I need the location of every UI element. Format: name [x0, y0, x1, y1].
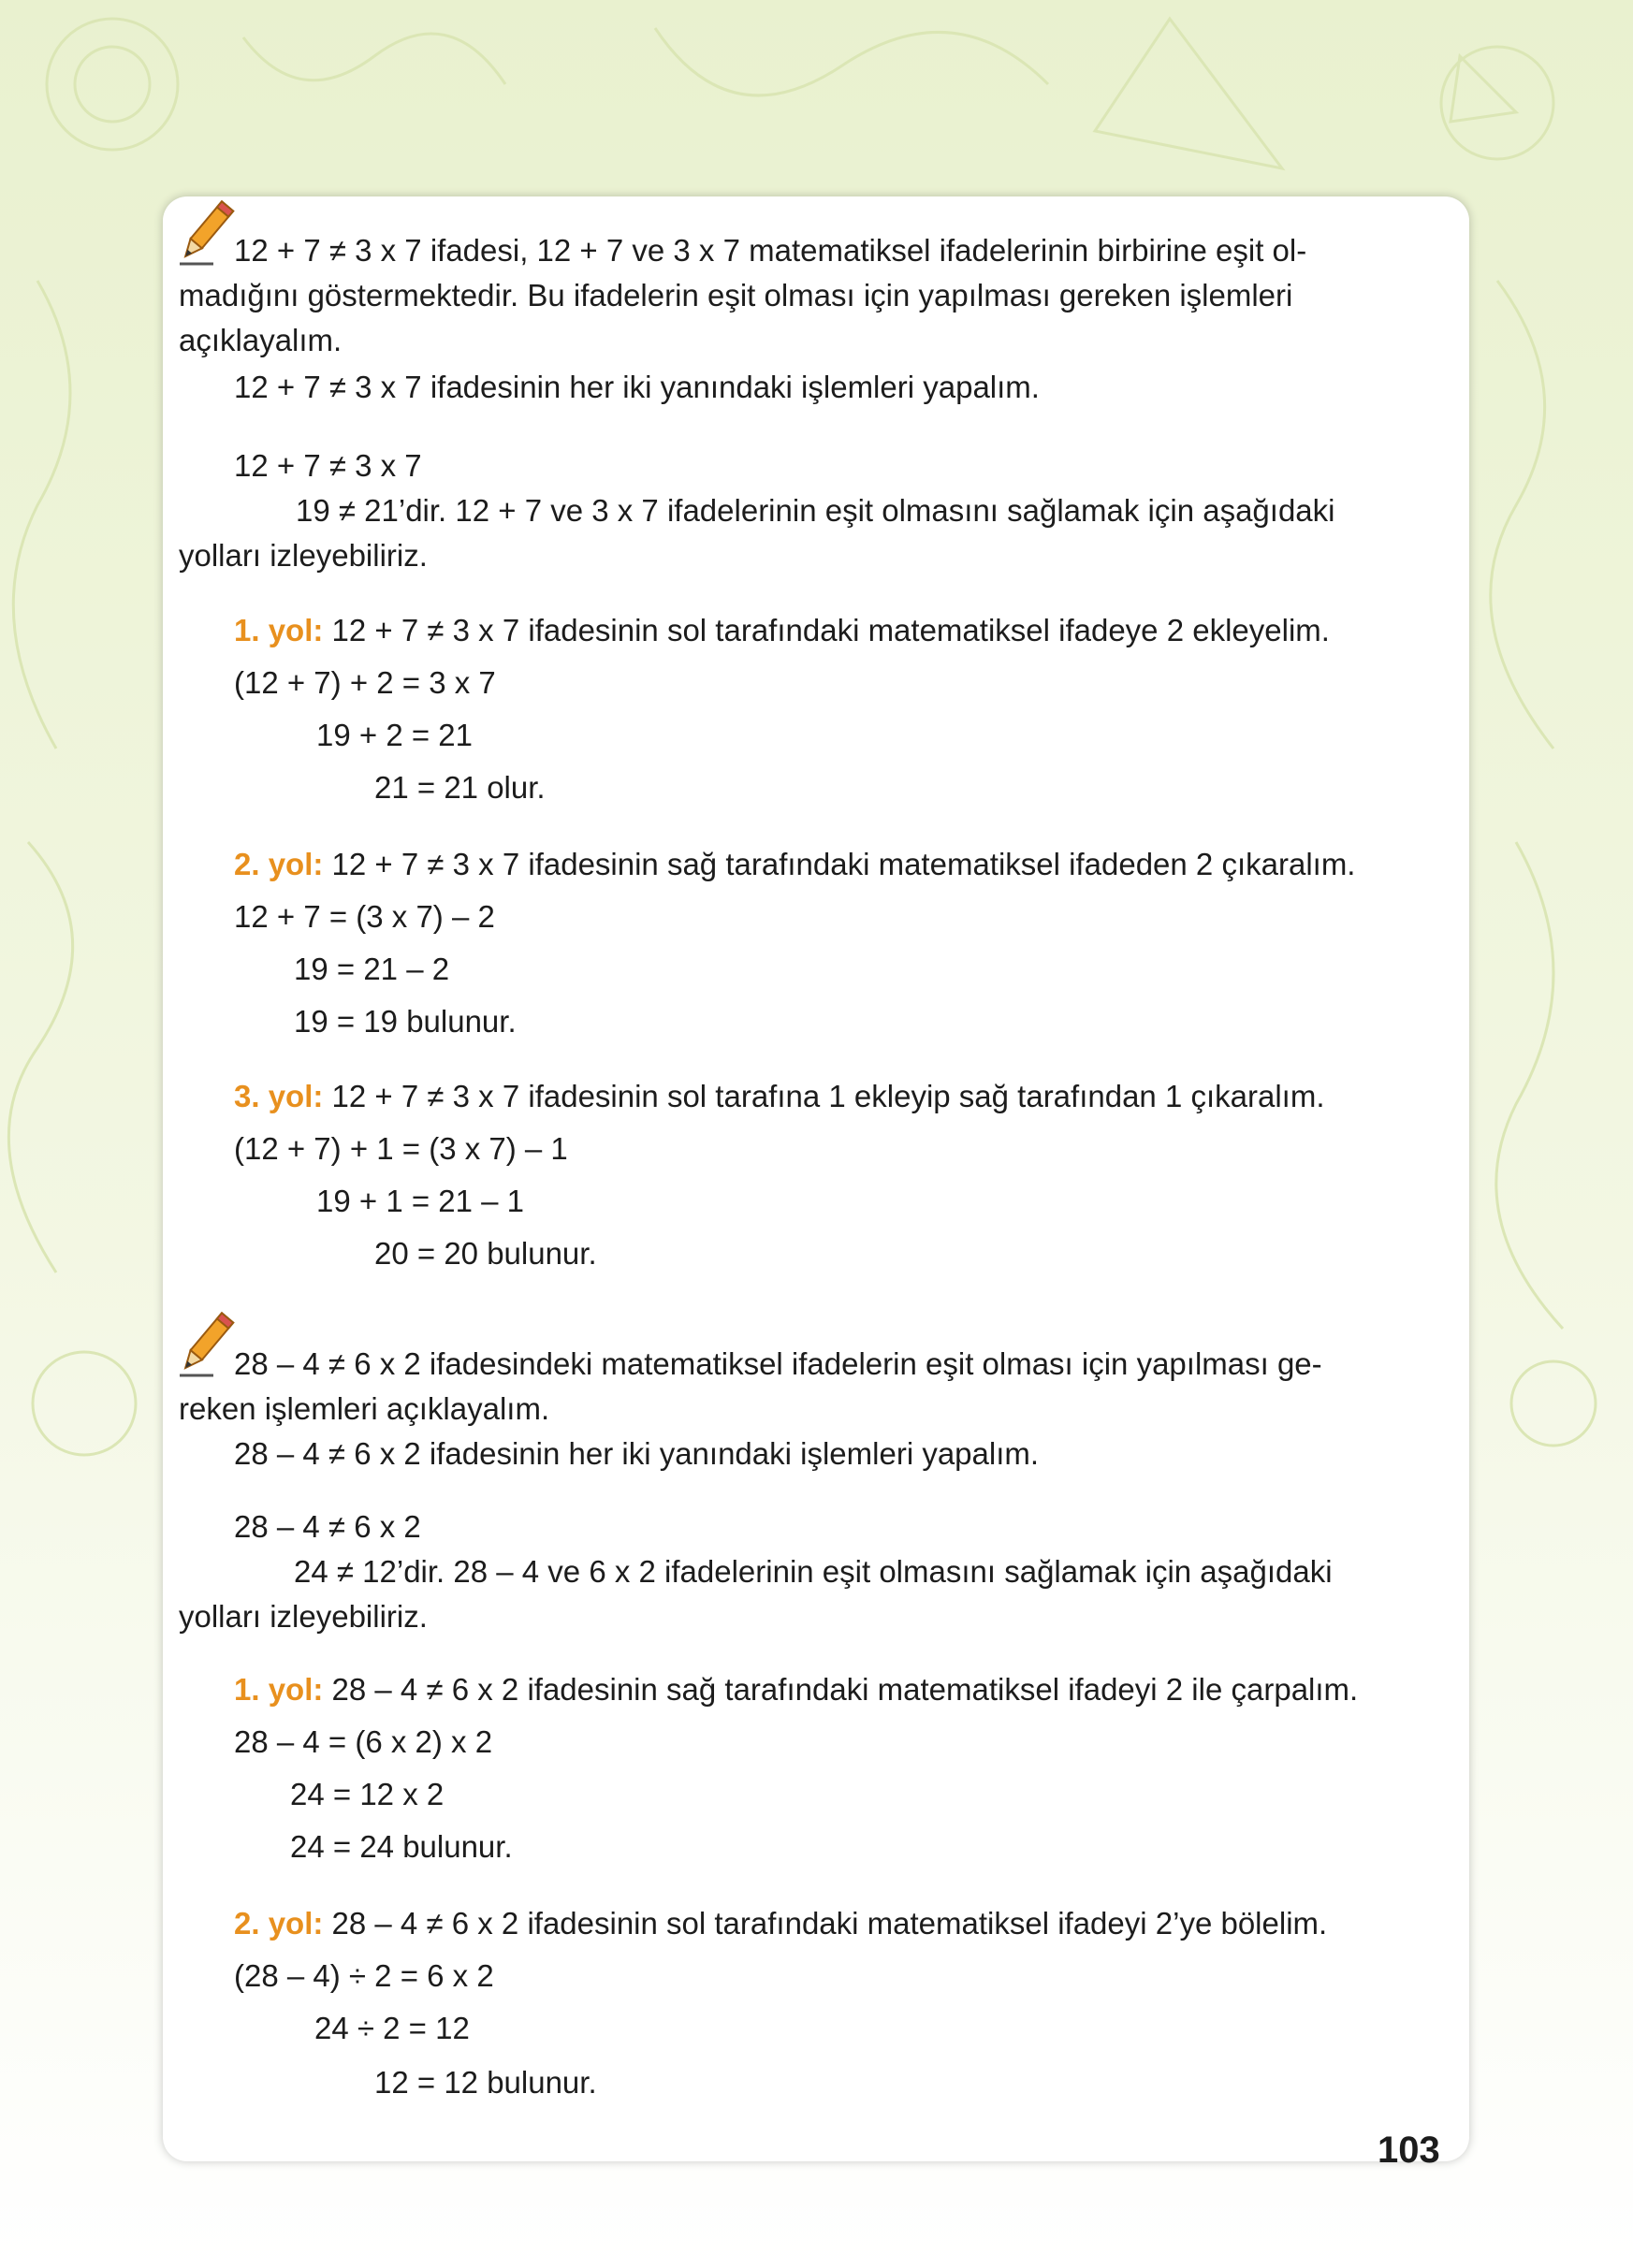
equation-line: 21 = 21 olur.: [374, 770, 546, 805]
section1-way-1: [234, 612, 1330, 649]
equation-line: 19 = 21 – 2: [294, 952, 450, 986]
equation-line: 24 = 12 x 2: [290, 1777, 445, 1811]
equation-line: 19 = 19 bulunur.: [294, 1004, 517, 1039]
section2-step: 28 – 4 ≠ 6 x 2 ifadesinin her iki yanındaki işlemleri yapalım.: [234, 1436, 1040, 1471]
section1-way-3: [234, 1078, 1325, 1115]
equation-line: 24 = 24 bulunur.: [290, 1829, 513, 1864]
section1-result-line-1: 19 ≠ 21’dir. 12 + 7 ve 3 x 7 ifadelerinin eşit olmasını sağlamak için aşağıdaki: [296, 493, 1335, 528]
section1-intro-line-1: 12 + 7 ≠ 3 x 7 ifadesi, 12 + 7 ve 3 x 7 matematiksel ifadelerinin birbirine eşit ol-: [234, 233, 1307, 268]
equation-line: 12 + 7 = (3 x 7) – 2: [234, 899, 495, 934]
equation-line: 20 = 20 bulunur.: [374, 1236, 597, 1271]
section2-inequality: 28 – 4 ≠ 6 x 2: [234, 1509, 421, 1544]
equation-line: (28 – 4) ÷ 2 = 6 x 2: [234, 1958, 494, 1993]
equation-line: 24 ÷ 2 = 12: [314, 2011, 470, 2045]
equation-line: (12 + 7) + 1 = (3 x 7) – 1: [234, 1131, 568, 1166]
way-text: 28 – 4 ≠ 6 x 2 ifadesinin sol tarafındaki matematiksel ifadeyi 2’ye bölelim.: [331, 1906, 1328, 1941]
equation-line: (12 + 7) + 2 = 3 x 7: [234, 665, 496, 700]
section2-result-line-2: yolları izleyebiliriz.: [179, 1599, 428, 1634]
section2-way-1: [234, 1671, 1358, 1708]
section1-intro-line-2: madığını göstermektedir. Bu ifadelerin eşit olması için yapılması gereken işlemleri: [179, 278, 1293, 313]
way-text: 12 + 7 ≠ 3 x 7 ifadesinin sağ tarafındaki matematiksel ifadeden 2 çıkaralım.: [331, 847, 1356, 881]
way-label: 1. yol:: [234, 1672, 324, 1707]
way-text: 12 + 7 ≠ 3 x 7 ifadesinin sol tarafına 1 ekleyip sağ tarafından 1 çıkaralım.: [331, 1079, 1325, 1113]
section1-inequality: 12 + 7 ≠ 3 x 7: [234, 448, 422, 483]
way-label: 1. yol:: [234, 613, 324, 647]
section1-way-2: [234, 846, 1355, 883]
equation-line: 28 – 4 = (6 x 2) x 2: [234, 1724, 493, 1759]
section1-intro-line-3: açıklayalım.: [179, 323, 343, 357]
way-label: 3. yol:: [234, 1079, 324, 1113]
section1-result-line-2: yolları izleyebiliriz.: [179, 538, 428, 573]
section2-intro-line-2: reken işlemleri açıklayalım.: [179, 1391, 550, 1426]
equation-line: 12 = 12 bulunur.: [374, 2065, 597, 2100]
section2-way-2: [234, 1905, 1327, 1942]
equation-line: 19 + 2 = 21: [316, 718, 473, 752]
equation-line: 19 + 1 = 21 – 1: [316, 1184, 525, 1218]
way-text: 12 + 7 ≠ 3 x 7 ifadesinin sol tarafındaki matematiksel ifadeye 2 ekleyelim.: [331, 613, 1330, 647]
way-label: 2. yol:: [234, 1906, 324, 1941]
way-label: 2. yol:: [234, 847, 324, 881]
way-text: 28 – 4 ≠ 6 x 2 ifadesinin sağ tarafındaki matematiksel ifadeyi 2 ile çarpalım.: [331, 1672, 1359, 1707]
section2-intro-line-1: 28 – 4 ≠ 6 x 2 ifadesindeki matematiksel ifadelerin eşit olması için yapılması ge-: [234, 1346, 1322, 1381]
pencil-icon: [176, 196, 236, 268]
section1-step: 12 + 7 ≠ 3 x 7 ifadesinin her iki yanındaki işlemleri yapalım.: [234, 370, 1040, 404]
section2-result-line-1: 24 ≠ 12’dir. 28 – 4 ve 6 x 2 ifadelerinin eşit olmasını sağlamak için aşağıdaki: [294, 1554, 1333, 1589]
pencil-icon: [176, 1308, 236, 1379]
page-number: 103: [1378, 2130, 1440, 2171]
